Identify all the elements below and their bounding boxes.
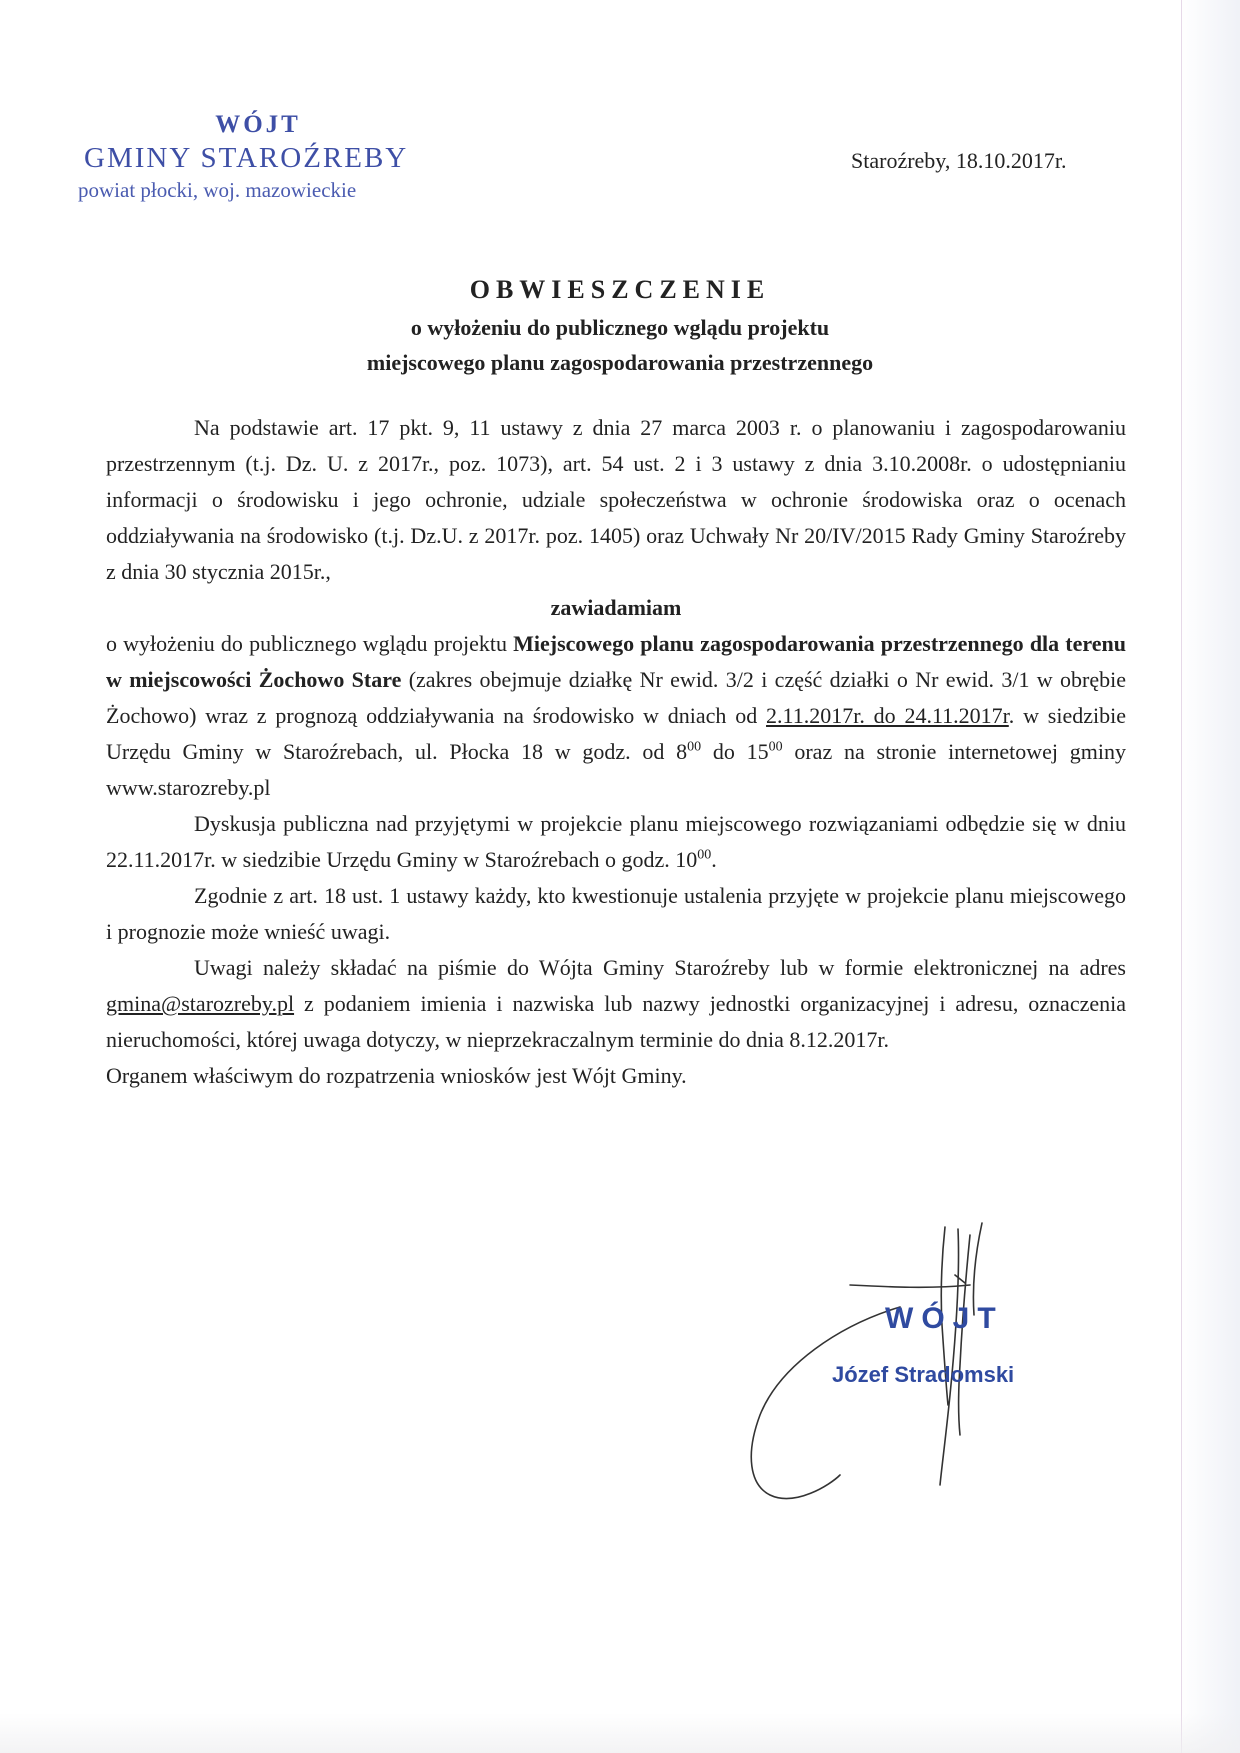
signatory-name: Józef Stradomski xyxy=(832,1362,1015,1387)
hour-from-minutes: 00 xyxy=(687,739,702,755)
remarks-text-2: z podaniem imienia i nazwiska lub nazwy jednostki organizacyjnej i adresu, oznaczenia nieruchomości, której uwaga dotyczy, w nieprzekraczalnym terminie do dnia 8.12.2017r. xyxy=(106,991,1126,1052)
office-stamp xyxy=(78,110,438,204)
signature-title: WÓJT xyxy=(885,1302,1004,1335)
plan-name: Miejscowego planu zagospodarowania przestrzennego dla terenu w miejscowości Żochowo Stare xyxy=(106,631,1127,692)
document-body xyxy=(106,410,1126,1094)
scan-bottom-shading xyxy=(0,1713,1240,1753)
legal-basis-paragraph: Na podstawie art. 17 pkt. 9, 11 ustawy z dnia 27 marca 2003 r. o planowaniu i zagospodarowaniu przestrzennym (t.j. Dz. U. z 2017r., poz. 1073), art. 54 ust. 2 i 3 ustawy z dnia 3.10.2008r. o udostępnianiu informacji o środowisku i jego ochronie, udziale społeczeństwa w ochronie środowiska oraz o ocenach oddziaływania na środowisko (t.j. Dz.U. z 2017r. poz. 1405) oraz Uchwały Nr 20/IV/2015 Rady Gminy Staroźreby z dnia 30 stycznia 2015r., xyxy=(106,415,1126,584)
competent-authority-paragraph: Organem właściwym do rozpatrzenia wniosków jest Wójt Gminy. xyxy=(106,1063,687,1088)
exhibition-dates: 2.11.2017r. do 24.11.2017r xyxy=(766,703,1009,728)
notice-text-4: do 15 xyxy=(701,739,769,764)
stamp-line-1: WÓJT xyxy=(215,111,301,138)
notice-text-2: (zakres obejmuje działkę Nr ewid. 3/2 i część działki o Nr ewid. 3/1 w obrębie Żochowo) wraz z prognozą oddziaływania na środowisko w dniach od xyxy=(106,667,1127,728)
stamp-line-2: GMINY STAROŹREBY xyxy=(84,142,409,174)
remarks-text-1: Uwagi należy składać na piśmie do Wójta Gminy Staroźreby lub w formie elektronicznej na adres xyxy=(194,955,1126,980)
discussion-end: . xyxy=(711,847,717,872)
document-subtitle-2: miejscowego planu zagospodarowania przestrzennego xyxy=(366,350,874,375)
document-subtitle-1: o wyłożeniu do publicznego wglądu projektu xyxy=(410,315,830,340)
notice-text-3: . w siedzibie Urzędu Gminy w Staroźrebach, ul. Płocka 18 w godz. od 8 xyxy=(106,703,1127,764)
discussion-text: Dyskusja publiczna nad przyjętymi w projekcie planu miejscowego rozwiązaniami odbędzie się w dniu 22.11.2017r. w siedzibie Urzędu Gminy w Staroźrebach o godz. 10 xyxy=(106,811,1126,872)
scan-edge-shading xyxy=(1180,0,1240,1753)
notice-text-5: oraz na stronie internetowej gminy www.starozreby.pl xyxy=(106,739,1126,800)
signature-stroke xyxy=(955,1275,965,1283)
hour-to-minutes: 00 xyxy=(768,739,783,755)
signature-stroke xyxy=(940,1229,959,1485)
signature-stroke xyxy=(751,1307,900,1498)
announce-word: zawiadamiam xyxy=(550,595,682,620)
document-title: OBWIESZCZENIE xyxy=(469,275,771,304)
discussion-hour-minutes: 00 xyxy=(697,847,712,863)
notice-paragraph xyxy=(106,626,1126,806)
document-date: Staroźreby, 18.10.2017r. xyxy=(851,148,1067,173)
discussion-paragraph xyxy=(106,806,1126,878)
email-link[interactable]: gmina@starozreby.pl xyxy=(106,991,295,1016)
scan-edge-line xyxy=(1181,0,1182,1753)
stamp-line-3: powiat płocki, woj. mazowieckie xyxy=(78,178,357,202)
notice-text-1: o wyłożeniu do publicznego wglądu projektu xyxy=(106,631,514,656)
signature-stroke xyxy=(850,1285,970,1287)
document-title-block xyxy=(100,270,1140,380)
remarks-submission-paragraph xyxy=(106,950,1126,1058)
remarks-right-paragraph: Zgodnie z art. 18 ust. 1 ustawy każdy, kto kwestionuje ustalenia przyjęte w projekcie planu miejscowego i prognozie może wnieść uwagi. xyxy=(106,883,1126,944)
